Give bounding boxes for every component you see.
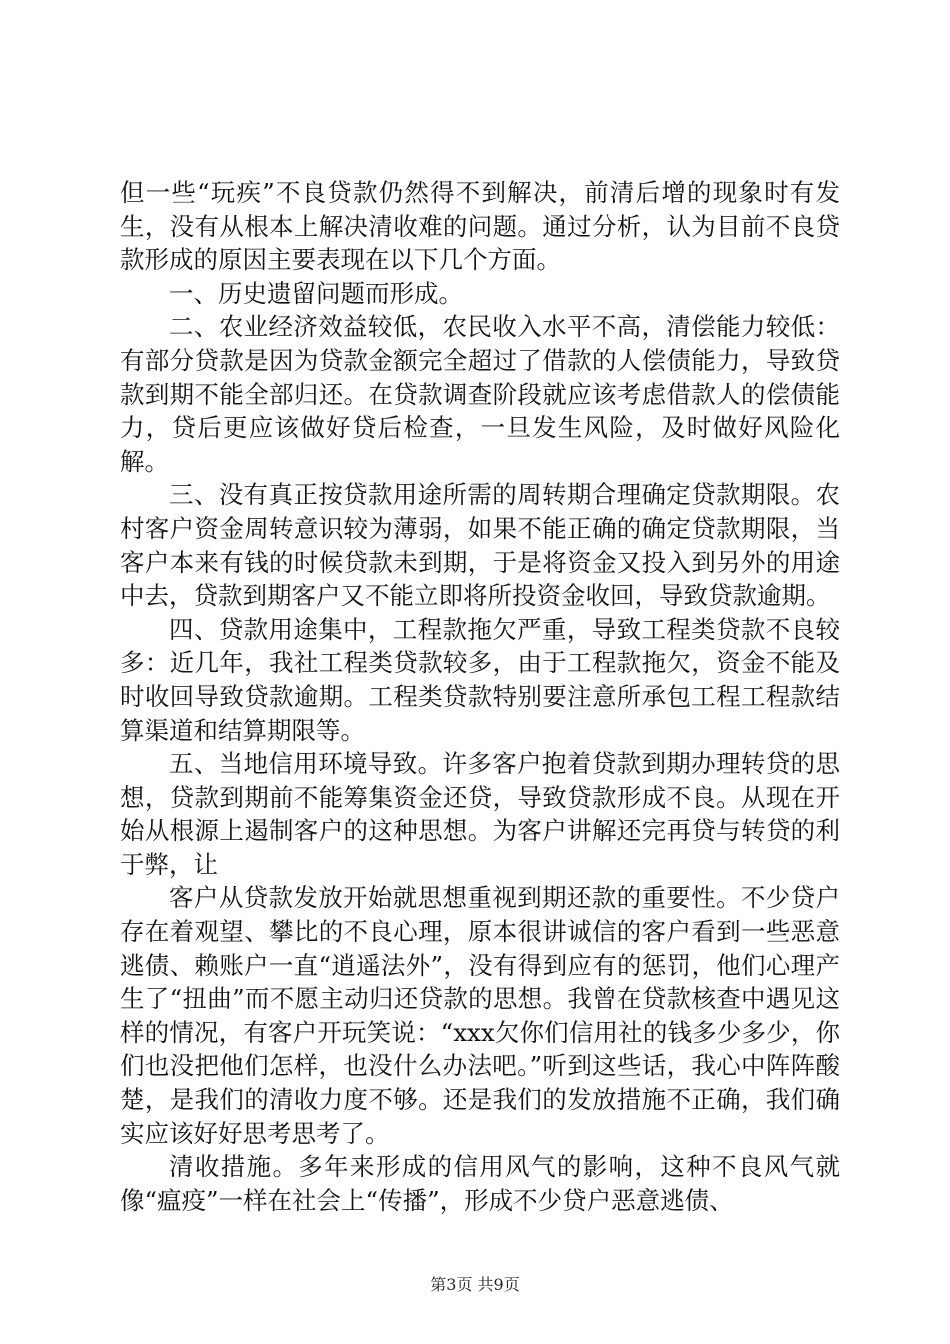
- page-footer: 第3页 共9页: [430, 1275, 520, 1294]
- paragraph-6: 五、当地信用环境导致。许多客户抱着贷款到期办理转贷的思想，贷款到期前不能筹集资金还贷，导致贷款形成不良。从现在开始从根源上遏制客户的这种思想。为客户讲解还完再贷与转贷的利于弊，让: [120, 749, 840, 879]
- paragraph-4: 三、没有真正按贷款用途所需的周转期合理确定贷款期限。农村客户资金周转意识较为薄弱，如果不能正确的确定贷款期限，当客户本来有钱的时候贷款未到期，于是将资金又投入到另外的用途中去，贷款到期客户又不能立即将所投资金收回，导致贷款逾期。: [120, 480, 840, 611]
- paragraph-3: 二、农业经济效益较低，农民收入水平不高，清偿能力较低：有部分贷款是因为贷款金额完全超过了借款的人偿债能力，导致贷款到期不能全部归还。在贷款调查阶段就应该考虑借款人的偿债能力，贷后更应该做好贷后检查，一旦发生风险，及时做好风险化解。: [120, 312, 840, 476]
- paragraph-7: 客户从贷款发放开始就思想重视到期还款的重要性。不少贷户存在着观望、攀比的不良心理，原本很讲诚信的客户看到一些恶意逃债、赖账户一直“逍遥法外”，没有得到应有的惩罚，他们心理产生了“扭曲”而不愿主动归还贷款的思想。我曾在贷款核查中遇见这样的情况，有客户开玩笑说：“xxx欠你们信用社的钱多少多少，你们也没把他们怎样，也没什么办法吧。”听到这些话，我心中阵阵酸楚，是我们的清收力度不够。还是我们的发放措施不正确，我们确实应该好好思考思考了。: [120, 883, 840, 1148]
- paragraph-1: 但一些“玩疾”不良贷款仍然得不到解决，前清后增的现象时有发生，没有从根本上解决清收难的问题。通过分析，认为目前不良贷款形成的原因主要表现在以下几个方面。: [120, 178, 840, 275]
- paragraph-2: 一、历史遗留问题而形成。: [169, 278, 463, 308]
- paragraph-8: 清收措施。多年来形成的信用风气的影响，这种不良风气就像“瘟疫”一样在社会上“传播”，形成不少贷户恶意逃债、: [120, 1152, 840, 1215]
- document-body: [120, 176, 840, 1217]
- paragraph-5: 四、贷款用途集中，工程款拖欠严重，导致工程类贷款不良较多：近几年，我社工程类贷款较多，由于工程款拖欠，资金不能及时收回导致贷款逾期。工程类贷款特别要注意所承包工程工程款结算渠道和结算期限等。: [120, 614, 840, 745]
